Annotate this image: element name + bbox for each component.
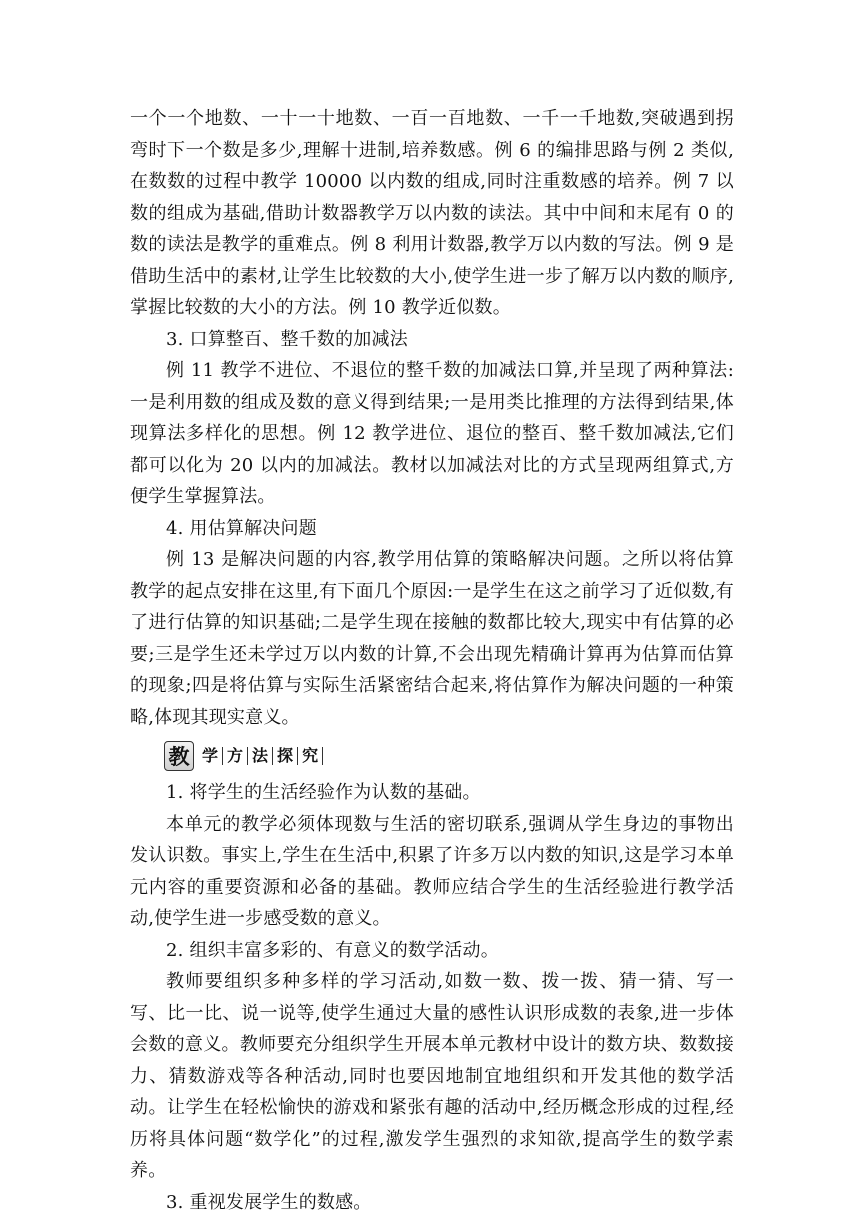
section-3-heading: 3. 口算整百、整千数的加减法 [130,324,734,356]
section-4-body: 例 13 是解决问题的内容,教学用估算的策略解决问题。之所以将估算教学的起点安排在这里,有下面几个原因:一是学生在这之前学习了近似数,有了进行估算的知识基础;二是学生现在接触的数都比较大,现实中有估算的必要;三是学生还未学过万以内数的计算,不会出现先精确计算再为估算而估算的现象;四是将估算与实际生活紧密结合起来,将估算作为解决问题的一种策略,体现其现实意义。 [130,544,734,733]
badge-char: 探 [273,747,298,765]
badge-title [198,747,323,765]
badge-char: 学 [198,747,223,765]
method-2-body: 教师要组织多种多样的学习活动,如数一数、拨一拨、猜一猜、写一写、比一比、说一说等,使学生通过大量的感性认识形成数的表象,进一步体会数的意义。教师要充分组织学生开展本单元教材中设计的数方块、数数接力、猜数游戏等各种活动,同时也要因地制宜地组织和开发其他的数学活动。让学生在轻松愉快的游戏和紧张有趣的活动中,经历概念形成的过程,经历将具体问题“数学化”的过程,激发学生强烈的求知欲,提高学生的数学素养。 [130,966,734,1187]
teaching-method-badge [164,739,734,773]
method-1-body: 本单元的教学必须体现数与生活的密切联系,强调从学生身边的事物出发认识数。事实上,学生在生活中,积累了许多万以内数的知识,这是学习本单元内容的重要资源和必备的基础。教师应结合学生的生活经验进行教学活动,使学生进一步感受数的意义。 [130,809,734,935]
method-1-heading: 1. 将学生的生活经验作为认数的基础。 [130,777,734,809]
document-page [130,103,734,1218]
method-3-heading: 3. 重视发展学生的数感。 [130,1187,734,1218]
badge-char: 法 [248,747,273,765]
badge-main-char: 教 [164,741,194,771]
section-3-body: 例 11 教学不进位、不退位的整千数的加减法口算,并呈现了两种算法:一是利用数的组成及数的意义得到结果;一是用类比推理的方法得到结果,体现算法多样化的思想。例 12 教学进位、退位的整百、整千数加减法,它们都可以化为 20 以内的加减法。教材以加减法对比的方式呈现两组算式,方便学生掌握算法。 [130,355,734,513]
badge-char: 究 [298,747,323,765]
badge-char: 方 [223,747,248,765]
method-2-heading: 2. 组织丰富多彩的、有意义的数学活动。 [130,935,734,967]
section-4-heading: 4. 用估算解决问题 [130,513,734,545]
paragraph-examples-6-10: 一个一个地数、一十一十地数、一百一百地数、一千一千地数,突破遇到拐弯时下一个数是多少,理解十进制,培养数感。例 6 的编排思路与例 2 类似,在数数的过程中教学 10000 以内数的组成,同时注重数感的培养。例 7 以数的组成为基础,借助计数器教学万以内数的读法。其中中间和末尾有 0 的数的读法是教学的重难点。例 8 利用计数器,教学万以内数的写法。例 9 是借助生活中的素材,让学生比较数的大小,使学生进一步了解万以内数的顺序,掌握比较数的大小的方法。例 10 教学近似数。 [130,103,734,324]
